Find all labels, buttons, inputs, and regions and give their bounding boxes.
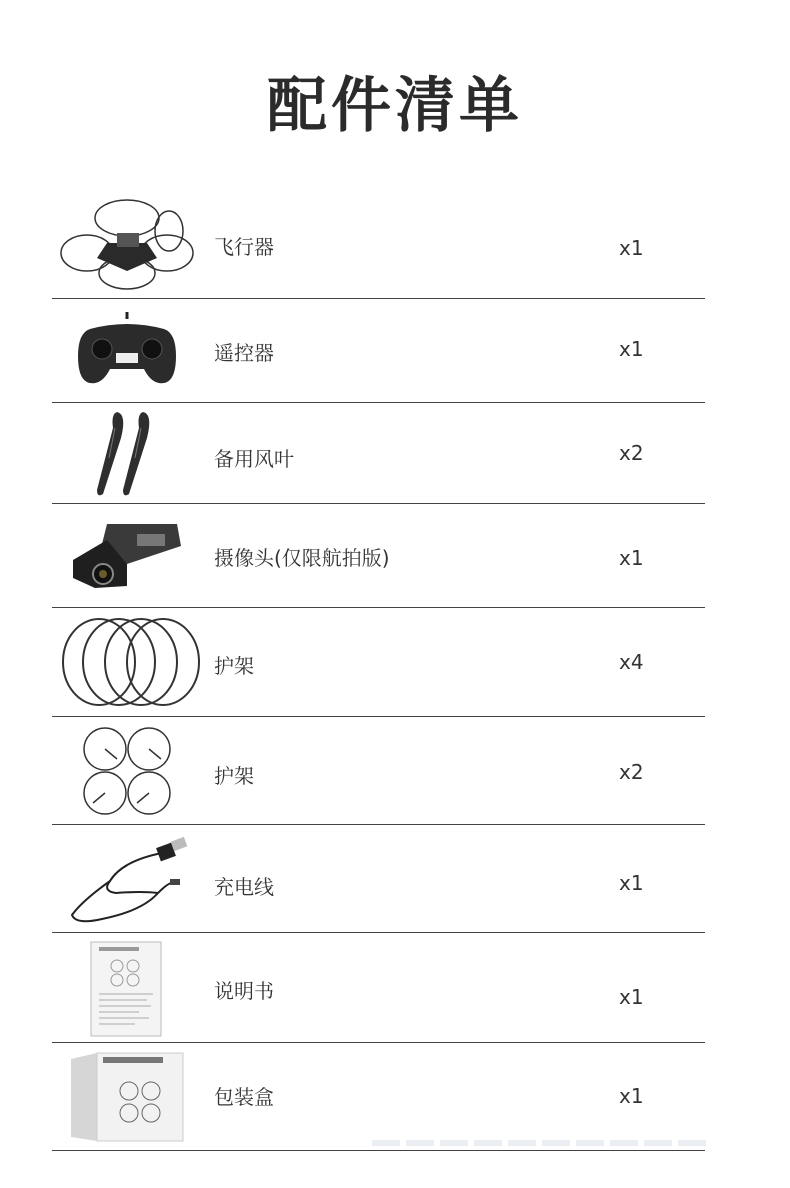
item-quantity: x2: [619, 760, 644, 784]
item-name: 包装盒: [214, 1085, 274, 1109]
camera-module-icon: [52, 504, 202, 607]
list-item: [52, 825, 705, 933]
list-item: [52, 608, 705, 717]
propeller-blades-icon: [52, 403, 202, 503]
item-name: 护架: [214, 764, 254, 788]
usb-charging-cable-icon: [52, 825, 202, 932]
packaging-box-icon: [52, 1043, 202, 1150]
list-item: [52, 1043, 705, 1151]
item-name: 遥控器: [214, 341, 274, 365]
list-item: [52, 299, 705, 403]
item-name: 备用风叶: [214, 447, 294, 471]
list-item: [52, 504, 705, 608]
propeller-guard-frame-icon: [52, 717, 202, 824]
list-item: [52, 188, 705, 299]
item-quantity: x4: [619, 650, 644, 674]
item-quantity: x1: [619, 985, 644, 1009]
drone-icon: [52, 188, 202, 298]
list-item: [52, 717, 705, 825]
instruction-manual-icon: [52, 933, 202, 1042]
item-quantity: x2: [619, 441, 644, 465]
item-quantity: x1: [619, 871, 644, 895]
item-quantity: x1: [619, 236, 644, 260]
item-quantity: x1: [619, 337, 644, 361]
item-name: 充电线: [214, 875, 274, 899]
faint-footer-stripe: [372, 1140, 706, 1146]
list-item: [52, 403, 705, 504]
item-quantity: x1: [619, 1084, 644, 1108]
ring-guards-icon: [52, 608, 212, 716]
item-quantity: x1: [619, 546, 644, 570]
page-title: 配件清单: [267, 71, 523, 141]
remote-controller-icon: [52, 299, 202, 402]
item-name: 护架: [214, 654, 254, 678]
item-name: 说明书: [214, 979, 274, 1003]
accessory-list: [52, 188, 705, 1151]
list-item: [52, 933, 705, 1043]
item-name: 飞行器: [214, 235, 274, 259]
item-name: 摄像头(仅限航拍版): [214, 546, 390, 570]
